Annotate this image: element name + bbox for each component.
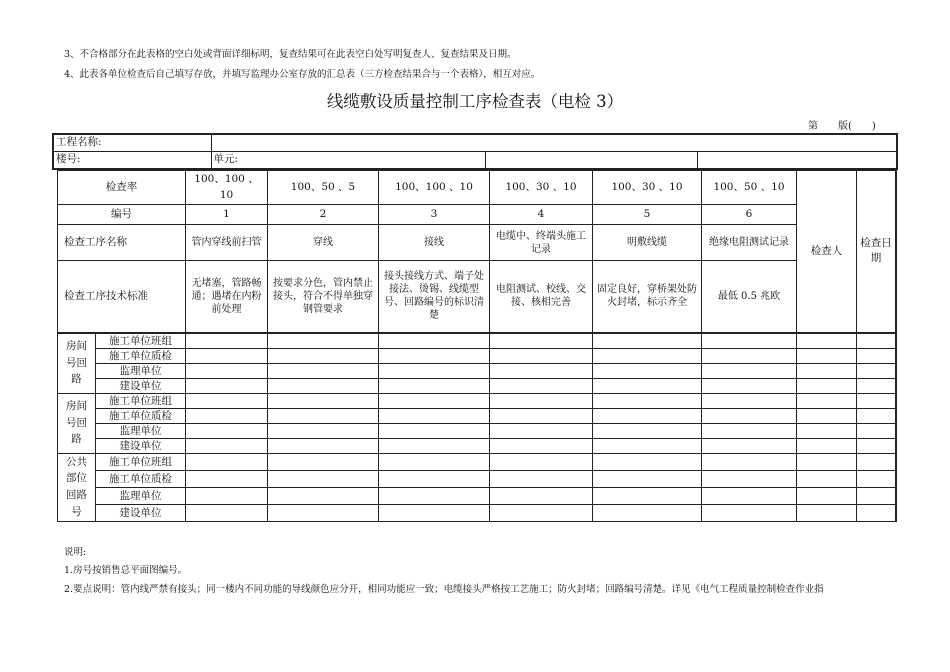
header-process-label: 检查工序名称	[58, 225, 186, 261]
input-cell[interactable]	[857, 333, 897, 349]
input-cell[interactable]	[490, 363, 593, 378]
input-cell[interactable]	[702, 393, 797, 408]
input-cell[interactable]	[186, 438, 268, 453]
input-cell[interactable]	[379, 423, 490, 438]
role-label: 施工单位班组	[96, 333, 186, 349]
rate-cell-6: 100、50 、10	[702, 171, 797, 205]
input-cell[interactable]	[857, 438, 897, 453]
processe-cell-1: 管内穿线前扫管	[186, 225, 268, 261]
input-cell[interactable]	[593, 470, 702, 487]
input-cell[interactable]	[702, 348, 797, 363]
input-cell[interactable]	[702, 453, 797, 470]
input-cell[interactable]	[857, 504, 897, 521]
header-row-numbers	[58, 205, 897, 225]
table-row	[58, 504, 897, 521]
standard-cell-6: 最低 0.5 兆欧	[702, 261, 797, 333]
header-row-standards	[58, 261, 897, 333]
input-cell[interactable]	[797, 504, 857, 521]
processe-cell-4: 电缆中、终端头施工记录	[490, 225, 593, 261]
input-cell[interactable]	[379, 487, 490, 504]
header-row-rates	[58, 171, 897, 205]
input-cell[interactable]	[268, 487, 379, 504]
input-cell[interactable]	[490, 470, 593, 487]
input-cell[interactable]	[593, 333, 702, 349]
input-cell[interactable]	[797, 363, 857, 378]
input-cell[interactable]	[268, 378, 379, 393]
table-row	[58, 487, 897, 504]
input-cell[interactable]	[490, 333, 593, 349]
project-name-field[interactable]	[211, 134, 897, 152]
table-row	[58, 348, 897, 363]
input-cell[interactable]	[268, 393, 379, 408]
rate-cell-4: 100、30 、10	[490, 171, 593, 205]
inspector-header: 检查人	[797, 171, 857, 333]
role-label: 建设单位	[96, 438, 186, 453]
role-label: 建设单位	[96, 504, 186, 521]
input-cell[interactable]	[186, 363, 268, 378]
input-cell[interactable]	[797, 408, 857, 423]
input-cell[interactable]	[857, 408, 897, 423]
standard-cell-2: 按要求分色，管内禁止接头，符合不得单独穿钢管要求	[268, 261, 379, 333]
note-4: 4、此表各单位检查后自己填写存放，并填写监理办公室存放的汇总表（三方检查结果合与一个表格），相互对应。	[64, 69, 541, 80]
input-cell[interactable]	[268, 504, 379, 521]
input-cell[interactable]	[857, 393, 897, 408]
input-cell[interactable]	[186, 487, 268, 504]
input-cell[interactable]	[490, 378, 593, 393]
input-cell[interactable]	[379, 333, 490, 349]
input-cell[interactable]	[379, 504, 490, 521]
input-cell[interactable]	[857, 378, 897, 393]
input-cell[interactable]	[797, 470, 857, 487]
input-cell[interactable]	[593, 487, 702, 504]
table-row	[58, 423, 897, 438]
input-cell[interactable]	[379, 470, 490, 487]
project-info-table	[52, 133, 898, 170]
input-cell[interactable]	[490, 438, 593, 453]
input-cell[interactable]	[702, 487, 797, 504]
input-cell[interactable]	[186, 333, 268, 349]
processe-cell-5: 明敷线缆	[593, 225, 702, 261]
role-label: 施工单位质检	[96, 408, 186, 423]
input-cell[interactable]	[857, 453, 897, 470]
input-cell[interactable]	[379, 348, 490, 363]
number-cell-6: 6	[702, 205, 797, 225]
role-label: 监理单位	[96, 487, 186, 504]
input-cell[interactable]	[593, 438, 702, 453]
role-label: 监理单位	[96, 363, 186, 378]
role-label: 施工单位质检	[96, 470, 186, 487]
input-cell[interactable]	[593, 504, 702, 521]
input-cell[interactable]	[593, 453, 702, 470]
input-cell[interactable]	[268, 470, 379, 487]
input-cell[interactable]	[702, 470, 797, 487]
form-title: 线缆敷设质量控制工序检查表（电检 3）	[326, 92, 624, 111]
table-row	[58, 438, 897, 453]
input-cell[interactable]	[593, 408, 702, 423]
input-cell[interactable]	[797, 487, 857, 504]
input-cell[interactable]	[797, 393, 857, 408]
standard-cell-5: 固定良好，穿桥架处防火封堵，标示齐全	[593, 261, 702, 333]
input-cell[interactable]	[268, 348, 379, 363]
rate-cell-1: 100、100 、10	[186, 171, 268, 205]
input-cell[interactable]	[379, 393, 490, 408]
role-label: 监理单位	[96, 423, 186, 438]
input-cell[interactable]	[268, 408, 379, 423]
input-cell[interactable]	[593, 393, 702, 408]
group-label: 房间号回路	[58, 333, 96, 394]
input-cell[interactable]	[702, 423, 797, 438]
input-cell[interactable]	[702, 504, 797, 521]
input-cell[interactable]	[797, 378, 857, 393]
input-cell[interactable]	[490, 408, 593, 423]
table-row	[58, 408, 897, 423]
table-row	[58, 363, 897, 378]
unit-field[interactable]	[485, 152, 697, 170]
input-cell[interactable]	[702, 378, 797, 393]
rate-cell-3: 100、100 、10	[379, 171, 490, 205]
input-cell[interactable]	[593, 378, 702, 393]
role-label: 施工单位质检	[96, 348, 186, 363]
role-label: 施工单位班组	[96, 393, 186, 408]
extra-field[interactable]	[697, 152, 897, 170]
input-cell[interactable]	[490, 487, 593, 504]
input-cell[interactable]	[490, 504, 593, 521]
input-cell[interactable]	[186, 393, 268, 408]
table-row	[58, 393, 897, 408]
role-label: 建设单位	[96, 378, 186, 393]
standard-cell-1: 无堵塞，管路畅通；遇堵在内粉前处理	[186, 261, 268, 333]
input-cell[interactable]	[490, 423, 593, 438]
number-cell-2: 2	[268, 205, 379, 225]
input-cell[interactable]	[857, 423, 897, 438]
number-cell-5: 5	[593, 205, 702, 225]
group-label: 公共部位回路号	[58, 453, 96, 521]
input-cell[interactable]	[702, 363, 797, 378]
input-cell[interactable]	[186, 453, 268, 470]
input-cell[interactable]	[379, 378, 490, 393]
input-cell[interactable]	[379, 363, 490, 378]
role-label: 施工单位班组	[96, 453, 186, 470]
table-row	[58, 378, 897, 393]
explain-line-2: 2.要点说明：管内线严禁有接头；同一楼内不同功能的导线颜色应分开，相同功能应一致；电缆接头严格按工艺施工；防火封堵；回路编号清楚。详见《电气工程质量控制检查作业指	[64, 584, 824, 595]
input-cell[interactable]	[593, 348, 702, 363]
number-cell-1: 1	[186, 205, 268, 225]
input-cell[interactable]	[702, 438, 797, 453]
input-cell[interactable]	[857, 363, 897, 378]
input-cell[interactable]	[857, 487, 897, 504]
input-cell[interactable]	[379, 453, 490, 470]
processe-cell-6: 绝缘电阻测试记录	[702, 225, 797, 261]
header-number-label: 编号	[58, 205, 186, 225]
input-cell[interactable]	[797, 348, 857, 363]
input-cell[interactable]	[797, 438, 857, 453]
input-cell[interactable]	[490, 453, 593, 470]
input-cell[interactable]	[186, 423, 268, 438]
rate-cell-5: 100、30 、10	[593, 171, 702, 205]
input-cell[interactable]	[186, 378, 268, 393]
input-cell[interactable]	[797, 423, 857, 438]
note-3: 3、不合格部分在此表格的空白处或背面详细标明，复查结果可在此表空白处写明复查人、复查结果及日期。	[64, 49, 517, 60]
header-rate-label: 检查率	[58, 171, 186, 205]
input-cell[interactable]	[186, 504, 268, 521]
number-cell-4: 4	[490, 205, 593, 225]
table-row	[58, 453, 897, 470]
input-cell[interactable]	[379, 438, 490, 453]
input-cell[interactable]	[490, 393, 593, 408]
standard-cell-4: 电阻测试、校线、交接、核相完善	[490, 261, 593, 333]
explain-label: 说明:	[64, 547, 87, 558]
table-row	[58, 333, 897, 349]
standard-cell-3: 接头接线方式、端子处接法、烫锡、线缆型号、回路编号的标识清楚	[379, 261, 490, 333]
input-cell[interactable]	[702, 408, 797, 423]
input-cell[interactable]	[593, 363, 702, 378]
input-cell[interactable]	[186, 408, 268, 423]
input-cell[interactable]	[186, 348, 268, 363]
input-cell[interactable]	[797, 453, 857, 470]
number-cell-3: 3	[379, 205, 490, 225]
inspection-table	[57, 170, 897, 522]
check-date-header: 检查日期	[857, 171, 897, 333]
input-cell[interactable]	[268, 363, 379, 378]
group-label: 房间号回路	[58, 393, 96, 453]
input-cell[interactable]	[490, 348, 593, 363]
processe-cell-2: 穿线	[268, 225, 379, 261]
project-name-label: 工程名称:	[53, 134, 211, 152]
input-cell[interactable]	[797, 333, 857, 349]
input-cell[interactable]	[186, 470, 268, 487]
rate-cell-2: 100、50 、5	[268, 171, 379, 205]
building-label: 楼号:	[53, 152, 211, 170]
input-cell[interactable]	[702, 333, 797, 349]
header-standard-label: 检查工序技术标准	[58, 261, 186, 333]
input-cell[interactable]	[268, 453, 379, 470]
processe-cell-3: 接线	[379, 225, 490, 261]
unit-label: 单元:	[211, 152, 485, 170]
input-cell[interactable]	[268, 438, 379, 453]
input-cell[interactable]	[268, 333, 379, 349]
explain-line-1: 1.房号按销售总平面图编号。	[64, 565, 188, 576]
header-row-processes	[58, 225, 897, 261]
input-cell[interactable]	[268, 423, 379, 438]
version-field: 第 版( )	[808, 121, 876, 132]
input-cell[interactable]	[379, 408, 490, 423]
input-cell[interactable]	[593, 423, 702, 438]
input-cell[interactable]	[857, 470, 897, 487]
input-cell[interactable]	[857, 348, 897, 363]
table-row	[58, 470, 897, 487]
